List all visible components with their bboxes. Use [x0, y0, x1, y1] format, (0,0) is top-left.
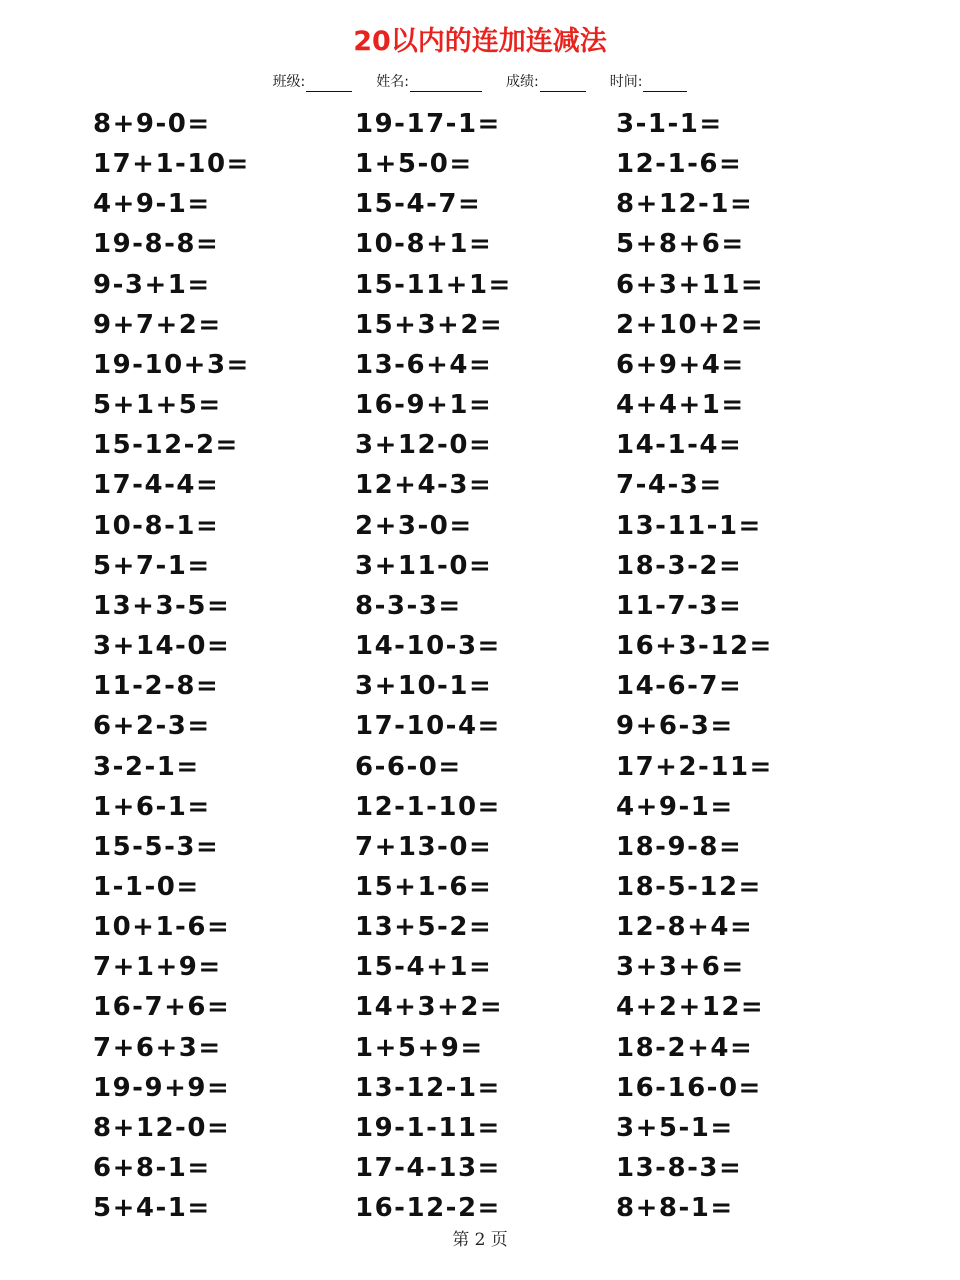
math-problem: 11-2-8=	[93, 671, 220, 702]
math-problem: 15-4-7=	[355, 189, 482, 220]
math-problem: 17+2-11=	[616, 751, 773, 782]
math-problem: 16-12-2=	[355, 1193, 501, 1224]
problem-grid	[93, 104, 883, 1228]
math-problem: 8+12-1=	[616, 189, 754, 220]
math-problem: 13+3-5=	[93, 590, 231, 621]
math-problem: 5+7-1=	[93, 550, 211, 581]
math-problem: 7+13-0=	[355, 831, 493, 862]
math-problem: 6+9+4=	[616, 349, 745, 380]
name-blank-line	[410, 76, 482, 92]
math-problem: 8+8-1=	[616, 1193, 734, 1224]
math-problem: 3+10-1=	[355, 671, 493, 702]
math-problem: 14+3+2=	[355, 992, 504, 1023]
math-problem: 9-3+1=	[93, 269, 211, 300]
math-problem: 15-4+1=	[355, 952, 493, 983]
math-problem: 1+6-1=	[93, 791, 211, 822]
math-problem: 12-1-10=	[355, 791, 501, 822]
math-problem: 19-17-1=	[355, 109, 501, 139]
math-problem: 12-8+4=	[616, 912, 754, 943]
math-problem: 2+10+2=	[616, 309, 765, 340]
math-problem: 2+3-0=	[355, 510, 473, 541]
math-problem: 16-7+6=	[93, 992, 231, 1023]
math-problem: 3+5-1=	[616, 1112, 734, 1143]
math-problem: 4+4+1=	[616, 390, 745, 421]
name-label: 姓名:	[376, 74, 409, 90]
math-problem: 6+8-1=	[93, 1153, 211, 1184]
math-problem: 13-6+4=	[355, 349, 493, 380]
math-problem: 13-12-1=	[355, 1072, 501, 1103]
math-problem: 6+2-3=	[93, 711, 211, 742]
math-problem: 5+8+6=	[616, 229, 745, 260]
worksheet-title: 20以内的连加连减法	[353, 26, 607, 57]
math-problem: 15-12-2=	[93, 430, 239, 461]
math-problem: 12+4-3=	[355, 470, 493, 501]
math-problem: 9+6-3=	[616, 711, 734, 742]
math-problem: 1+5-0=	[355, 149, 473, 180]
math-problem: 10-8+1=	[355, 229, 493, 260]
math-problem: 16-9+1=	[355, 390, 493, 421]
math-problem: 16-16-0=	[616, 1072, 762, 1103]
math-problem: 4+9-1=	[93, 189, 211, 220]
math-problem: 3+12-0=	[355, 430, 493, 461]
math-problem: 15+1-6=	[355, 871, 493, 902]
math-problem: 19-1-11=	[355, 1112, 501, 1143]
math-problem: 3-1-1=	[616, 109, 723, 139]
time-blank-line	[643, 76, 687, 92]
math-problem: 7+6+3=	[93, 1032, 222, 1063]
math-problem: 14-1-4=	[616, 430, 743, 461]
math-problem: 3+11-0=	[355, 550, 493, 581]
math-problem: 13-11-1=	[616, 510, 762, 541]
math-problem: 19-8-8=	[93, 229, 220, 260]
class-blank-line	[306, 76, 352, 92]
math-problem: 10+1-6=	[93, 912, 231, 943]
score-blank-line	[540, 76, 586, 92]
math-problem: 13+5-2=	[355, 912, 493, 943]
math-problem: 11-7-3=	[616, 590, 743, 621]
math-problem: 12-1-6=	[616, 149, 743, 180]
math-problem: 1+5+9=	[355, 1032, 484, 1063]
math-problem: 15-5-3=	[93, 831, 220, 862]
math-problem: 6-6-0=	[355, 751, 462, 782]
math-problem: 4+2+12=	[616, 992, 765, 1023]
class-field	[273, 72, 353, 92]
score-label: 成绩:	[506, 74, 539, 90]
time-label: 时间:	[609, 74, 643, 90]
math-problem: 3+14-0=	[93, 631, 231, 662]
score-field	[506, 72, 586, 92]
math-problem: 9+7+2=	[93, 309, 222, 340]
math-problem: 8+9-0=	[93, 109, 211, 139]
math-problem: 5+4-1=	[93, 1193, 211, 1224]
math-problem: 18-3-2=	[616, 550, 743, 581]
math-problem: 14-10-3=	[355, 631, 501, 662]
math-problem: 19-10+3=	[93, 349, 250, 380]
math-problem: 7+1+9=	[93, 952, 222, 983]
math-problem: 17-4-4=	[93, 470, 220, 501]
class-label: 班级:	[272, 74, 306, 90]
math-problem: 14-6-7=	[616, 671, 743, 702]
math-problem: 6+3+11=	[616, 269, 765, 300]
time-field	[610, 72, 688, 92]
math-problem: 15-11+1=	[355, 269, 512, 300]
math-problem: 3+3+6=	[616, 952, 745, 983]
math-problem: 8+12-0=	[93, 1112, 231, 1143]
math-problem: 16+3-12=	[616, 631, 773, 662]
math-problem: 18-2+4=	[616, 1032, 754, 1063]
math-problem: 8-3-3=	[355, 590, 462, 621]
math-problem: 10-8-1=	[93, 510, 220, 541]
math-problem: 17-10-4=	[355, 711, 501, 742]
math-problem: 5+1+5=	[93, 390, 222, 421]
name-field	[376, 72, 482, 92]
math-problem: 13-8-3=	[616, 1153, 743, 1184]
student-info-row	[0, 72, 960, 92]
page-number: 第 2 页	[452, 1230, 508, 1250]
math-problem: 7-4-3=	[616, 470, 723, 501]
math-problem: 18-9-8=	[616, 831, 743, 862]
math-problem: 15+3+2=	[355, 309, 504, 340]
math-problem: 3-2-1=	[93, 751, 200, 782]
math-problem: 17+1-10=	[93, 149, 250, 180]
math-problem: 19-9+9=	[93, 1072, 231, 1103]
math-problem: 17-4-13=	[355, 1153, 501, 1184]
math-problem: 4+9-1=	[616, 791, 734, 822]
math-problem: 18-5-12=	[616, 871, 762, 902]
math-problem: 1-1-0=	[93, 871, 200, 902]
